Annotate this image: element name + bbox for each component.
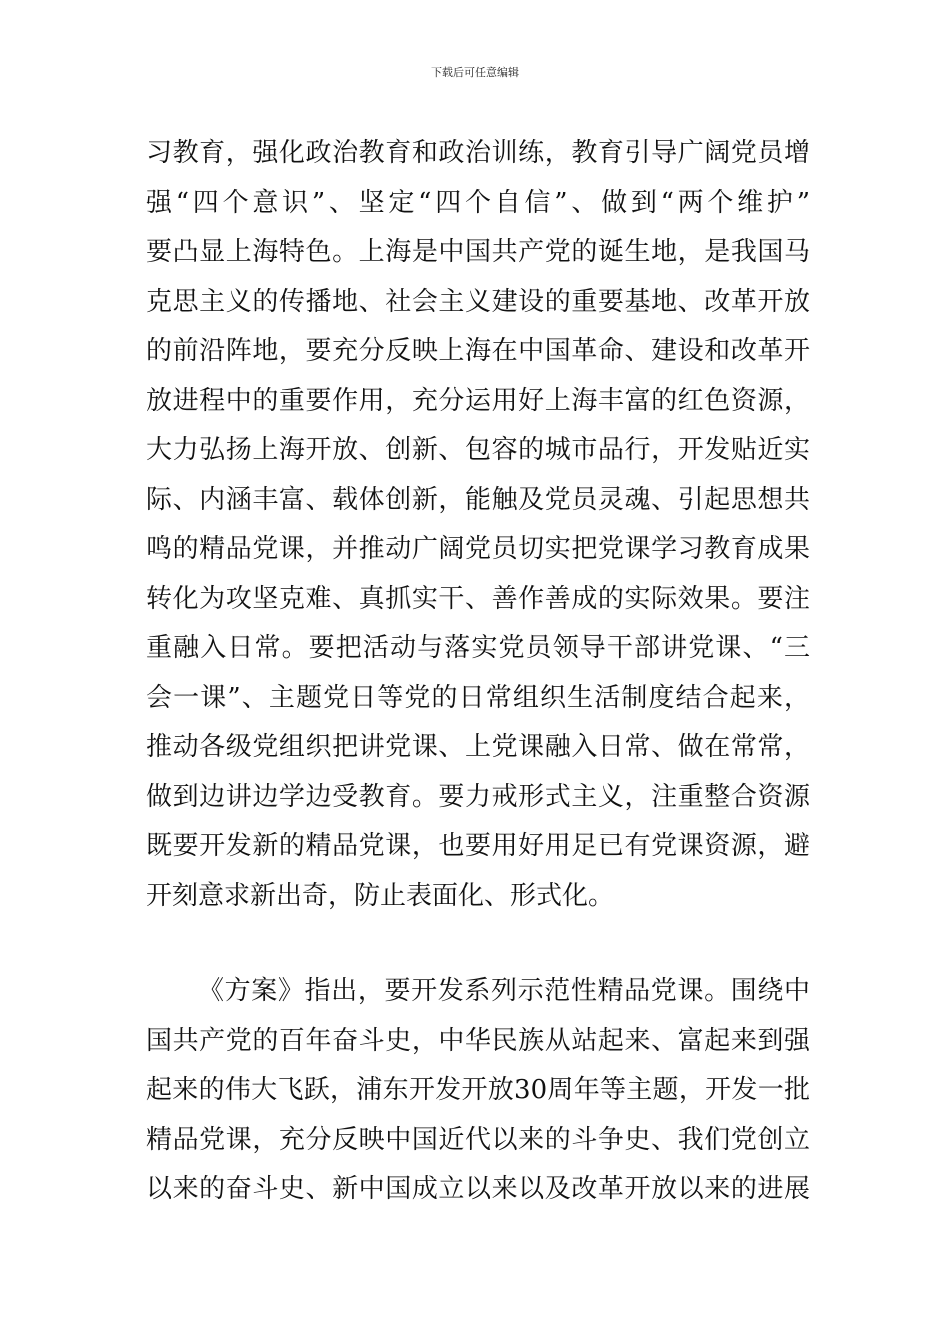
text-line: 会一课”、主题党日等党的日常组织生活制度结合起来， xyxy=(146,682,810,713)
text-line: 大力弘扬上海开放、创新、包容的城市品行，开发贴近实 xyxy=(146,435,810,465)
text-line: 要凸显上海特色。上海是中国共产党的诞生地，是我国马 xyxy=(146,237,810,267)
text-line: 转化为攻坚克难、真抓实干、善作善成的实际效果。要注 xyxy=(146,583,810,614)
text-line: 起来的伟大飞跃，浦东开发开放30周年等主题，开发一批 xyxy=(146,1075,810,1105)
text-line: 做到边讲边学边受教育。要力戒形式主义，注重整合资源 xyxy=(146,781,810,812)
text-line: 习教育，强化政治教育和政治训练，教育引导广阔党员增 xyxy=(146,138,810,168)
text-line: 国共产党的百年奋斗史，中华民族从站起来、富起来到强 xyxy=(146,1025,810,1056)
text-line: 际、内涵丰富、载体创新，能触及党员灵魂、引起思想共 xyxy=(146,484,810,515)
text-line: 强“四个意识”、坚定“四个自信”、做到“两个维护” xyxy=(146,187,810,218)
text-line: 推动各级党组织把讲党课、上党课融入日常、做在常常， xyxy=(146,732,810,762)
text-line: 重融入日常。要把活动与落实党员领导干部讲党课、“三 xyxy=(146,633,810,663)
paragraph-2 xyxy=(146,967,810,1215)
text-line: 既要开发新的精品党课，也要用好用足已有党课资源，避 xyxy=(146,831,810,861)
paragraph-1 xyxy=(146,129,810,921)
text-line: 鸣的精品党课，并推动广阔党员切实把党课学习教育成果 xyxy=(146,534,810,564)
text-line: 以来的奋斗史、新中国成立以来以及改革开放以来的进展 xyxy=(146,1174,810,1204)
text-line: 的前沿阵地，要充分反映上海在中国革命、建设和改革开 xyxy=(146,336,810,366)
text-line: 精品党课，充分反映中国近代以来的斗争史、我们党创立 xyxy=(146,1124,810,1155)
text-line: 《方案》指出，要开发系列示范性精品党课。围绕中 xyxy=(198,976,810,1006)
page-header: 下载后可任意编辑 xyxy=(431,66,519,79)
text-line: 开刻意求新出奇，防止表面化、形式化。 xyxy=(146,880,615,911)
text-line: 克思主义的传播地、社会主义建设的重要基地、改革开放 xyxy=(146,286,810,317)
text-line: 放进程中的重要作用，充分运用好上海丰富的红色资源， xyxy=(146,385,810,416)
